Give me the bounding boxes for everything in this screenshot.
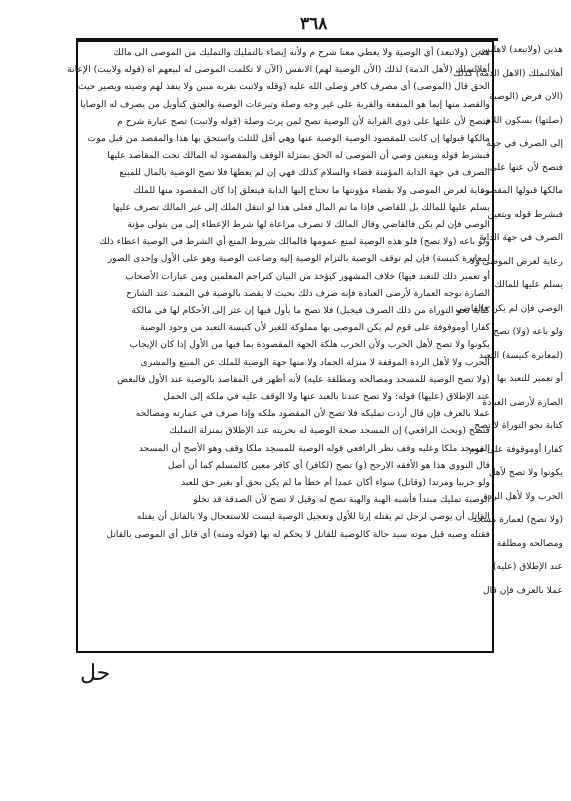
- margin-line: (صلتها) بسكون اللام: [485, 114, 563, 126]
- catchword: حل: [80, 661, 111, 686]
- text-line: عملا بالعرف فإن قال أردت تمليكه فلا تصح لأن المقصود ملكه وإذا صرف في عمارته ومصالحه: [135, 408, 490, 420]
- text-line: الصارة بوجه العمارة لأرضى العبادة فإنه صرف ذلك بحيث لا يقصد بالوصية في المعبد عند الشارح: [126, 287, 490, 299]
- margin-line: ومصالحه ومطلقة: [496, 537, 563, 549]
- margin-line: أهلالتملك (الاهل الذمة) كذلك: [453, 67, 563, 79]
- margin-line: فتصح لأن عنها على: [489, 161, 563, 173]
- margin-line: يكونوا ولا تصح لأهل: [488, 467, 563, 478]
- text-line: يسلم عليها للمالك بل للقاضي فإذا ما تم المال فعلى هذا لو انتقل الملك إلى غير المالك تصرف عليها: [112, 201, 490, 213]
- margin-line: الصرف في جهة الدابة: [479, 232, 563, 243]
- margin-line: ولو باعه (ولا) تصح: [493, 326, 563, 337]
- text-line: الوصي فإن لم يكن فالقاضي وقال المالك لا تصرف مراعاة لها شرط الإعطاء إلى من يتولى مؤنة: [127, 219, 490, 231]
- text-line: فقتله وصيه قبل موته سيد حالة كالوصية للقاتل لا يحكم له بها (قوله ومنه) أي قاتل أي الموصى بالقاتل: [106, 528, 490, 540]
- margin-line: مالكها قبولها المقصود: [480, 185, 563, 196]
- margin-line: عند الإطلاق (عليه): [492, 561, 563, 572]
- margin-line: (الان فرض (الوصية: [489, 91, 563, 102]
- margin-line: الصارة لأرضى العبادة: [482, 396, 563, 408]
- margin-line: فبشرط قوله ويتعين: [487, 208, 563, 220]
- text-line: المسجد ملكا وعليه وقف نظر الرافعي قوله الوصية للمسجد ملكا وقف وهو الأصح أن المسجد: [138, 442, 490, 454]
- text-line: الحق قال (الموصى) أي مصرف كافر وصلى الله عليه (وقله ولاتبت بقربه مبين ولا ينفذ لهم وصيته ويصير حيث: [78, 81, 490, 93]
- text-line: فتصح (وبحث الرافعي) إن المسجد صحة الوصية له بحريته عند الإطلاق بمنزلة التمليك: [169, 425, 490, 437]
- margin-line: أو تعمير للتعبد بها: [496, 373, 563, 384]
- margin-line: عملا بالعرف فإن قال: [482, 584, 563, 596]
- text-line: كفارا أوموقوفة على قوم لم يكن الموصى بها مملوكة للغير لأن كنيسة التعبد من وجود الوصية: [140, 322, 490, 334]
- text-line: رعاية لغرض الموصى ولا بقضاء مؤونتها ما تحتاج إليها الدابة فيتعلق إذا كان المقصود منها للملك: [133, 184, 490, 196]
- text-line: القاتل أن يوصي لرجل ثم يقتله إرثا للأول وتعجيل الوصية ليست للاستعجال ولا بالقاتل أن يقتله: [136, 511, 490, 523]
- text-line: (ولا تصح الوصية للمسجد ومصالحه ومطلقة عليه) لأنه أظهر في المقاصد بالوصية عند الأول فالبعض: [117, 373, 490, 385]
- text-line: والقصد منها إنما هو المنفعة والقربة على غير وجه وصلة وتبرعات الوصية والعتق كتأويل من يصرف له الوصايا: [80, 98, 490, 110]
- margin-line: يسلم عليها للمالك: [494, 279, 563, 290]
- text-line: أو تعمير ذلك للتعبد فيها) خلاف المشهور كيؤخذ من البيان كتراجم المعلمين ومن عبارات الأصحاب: [125, 270, 490, 282]
- margin-line: الوصي فإن لم يكن فالقاضي: [455, 302, 563, 314]
- text-line: عند الإطلاق (عليها) قوله: ولا تصح عندنا بالعبد عنها ولا الوقف عليه في ملكه إلى الحمل: [163, 391, 490, 403]
- main-commentary: [67, 44, 490, 648]
- text-line: يكونوا ولا تصح لأهل الحرب ولأن الحرب هلكة الجهة المقصودة بما فيها من الأول إذا كان الإيجاب: [129, 339, 490, 351]
- margin-line: رعاية لغرض الموصى ولا: [470, 255, 563, 267]
- text-line: الصرف في جهة الدابة المؤمنة قضاء والسلام كذلك فهي إن لم يعطها فلا تصح الوصية بالمال للمبيع: [119, 167, 490, 179]
- text-line: مالكها قبولها إن كانت للمقصود الوصية الوصية عنها وهي أقل للثلث واستحق بها هذا والمقصد من قبل موت: [87, 133, 490, 145]
- text-line: فتصح لأن علتها على ذوي القرابة لأن الوصية تصح لمن يرث وصلة (قوله ولاتبت) تصح عبارة شرح م: [117, 115, 490, 127]
- text-line: قال النووي هذا هو الأفقه الارجح (و) تصح (لكافر) أي كافر معين كالمسلم كما أن أصل: [167, 459, 490, 471]
- margin-commentary: [453, 38, 563, 608]
- margin-line: كتابة نحو التوراة لا تصح: [474, 420, 563, 431]
- margin-line: (لمعابرة كنيسة) التعبد: [479, 349, 563, 361]
- margin-line: إلى الصرف في جهة: [486, 138, 563, 149]
- page-number: ٣٦٨: [300, 14, 328, 34]
- margin-line: هذين (ولاتبعد) لاهلبس: [478, 44, 563, 55]
- text-line: الحرب ولا لأهل الردة الموقفة لا منزلة الجماد ولا منها جهة الوصية للملك عن المبيع والمشرى: [140, 356, 490, 368]
- text-line: هذين (ولاتبعد) أي الوصية ولا يعطي معنا شرح م ولأنه إيصاء بالتمليك والتمليك من الموصى الى مالك: [113, 47, 490, 58]
- text-line: كتابة نحو التوراة من ذلك الصرف فيخيل) فلا تصح ما يأول فيها إن عثر إلى الأحكام لها في مالكة: [131, 305, 490, 317]
- margin-line: (ولا تصح) لعمارة مسجد: [472, 514, 563, 525]
- text-line: الوصية تمليك مبتدأ فأشبه الهبة والهبة تصح له وقيل لا تصح لأن الصدقة قد تخلو: [193, 494, 490, 506]
- text-line: فبشرط قوله ويتعين وصي أن الموصى له الحق بمنزلة الوقف والمقصود له المالك تحت المقاصد عليها: [107, 150, 490, 162]
- text-line: لمعابرة كنيسة) فإن لم توقف الوصية بالتزام الوصية إليه وضاعت الوصية وهو على الأول وإحدى الصور: [107, 253, 490, 265]
- text-line: ولو باعه (ولا تصح) فلو هذه الوصية لمنع عمومها فالمالك شروط المنع أي الشرط في الوصية اعطاء ذلك: [99, 236, 490, 248]
- text-line: أهلالتملك (لأهل الذمة) لذلك (الأن الوصية لهم) الانفس (الآن لا تكلمت الموصى له لبيعهم اه (قوله ولايبت) الإعانة: [67, 64, 490, 76]
- margin-line: كفارا أوموقوفة على قوم: [469, 443, 563, 455]
- text-line: ولو حربيا ومرتدا (وقاتل) سواء أكان عمدا أم خطأ ما لم يكن بحق أو بغير حق للعبد: [181, 477, 490, 489]
- margin-line: الحرب ولا لأهل الردة: [483, 490, 563, 502]
